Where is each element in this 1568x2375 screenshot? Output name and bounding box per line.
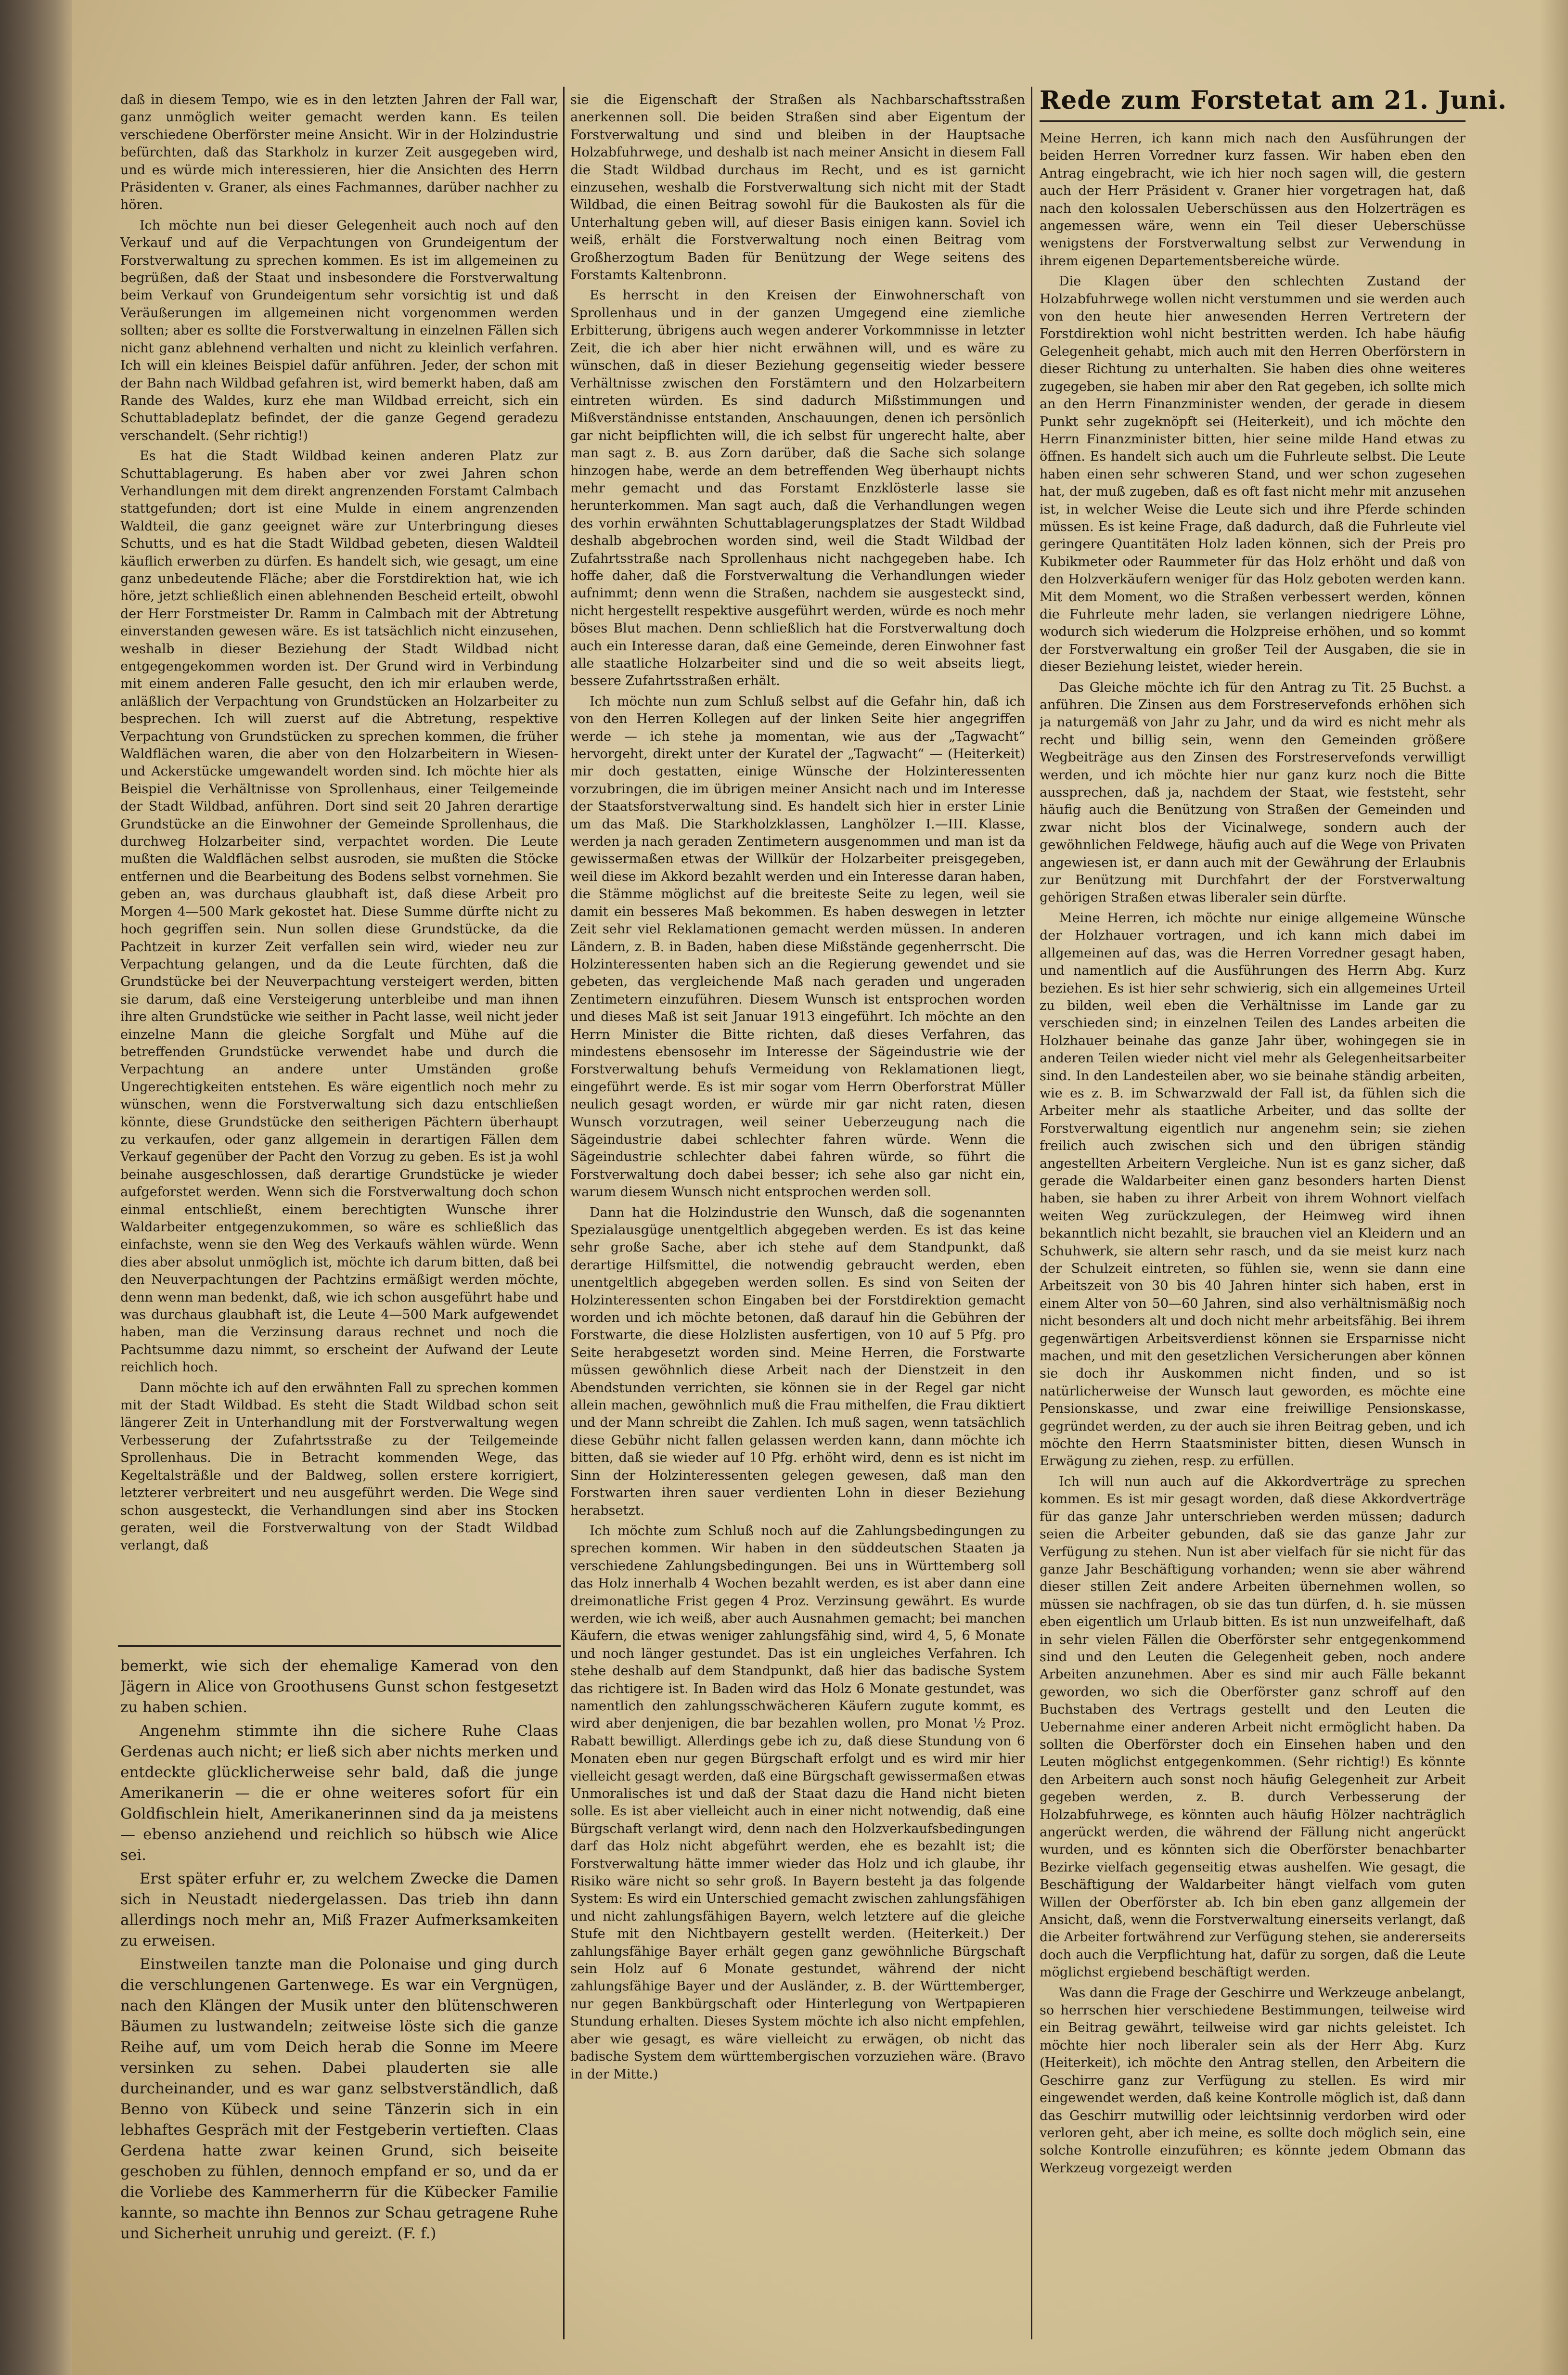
paragraph: Dann möchte ich auf den erwähnten Fall zu sprechen kommen mit der Stadt Wildbad. Es steht die Stadt Wildbad schon seit längerer Zeit in Unterhandlung mit der Forstverwaltung wegen Verbesserung der Zufahrtsstraße zu der Teilgemeinde Sprollenhaus. Die in Betracht kommenden Wege, das Kegeltalsträßle und der Baldweg, sollen erstere korrigiert, letzterer verbreitert und neu ausgeführt werden. Die Wege sind schon ausgesteckt, die Verhandlungen sind aber ins Stocken geraten, weil die Forstverwaltung von der Stadt Wildbad verlangt, daß [120,1380,558,1553]
headline-rule [1040,120,1465,122]
paragraph: Einstweilen tanzte man die Polonaise und ging durch die verschlungenen Gartenwege. Es war ein Vergnügen, nach den Klängen der Musik unter den blütenschweren Bäumen zu lustwandeln; zeitweise löste sich die ganze Reihe auf, um vom Deich herab die Sonne im Meere versinken zu sehen. Dabei plauderten sie alle durcheinander, und es war ganz selbstverständlich, daß Benno von Kübeck und seine Tänzerin sich in ein lebhaftes Gespräch mit der Festgeberin vertieften. Claas Gerdena hatte zwar keinen Grund, sich beiseite geschoben zu fühlen, dennoch empfand er so, und da er die Vorliebe des Kammerherrn für die Kübecker Familie kannte, so machte ihn Bennos zur Schau getragene Ruhe und Sicherheit unruhig und gereizt. (F. f.) [120,1956,558,2242]
paragraph: Ich will nun auch auf die Akkordverträge zu sprechen kommen. Es ist mir gesagt worden, daß diese Akkordverträge für das ganze Jahr unterschrieben werden müssen; dadurch seien die Arbeiter gebunden, daß sie das ganze Jahr zur Verfügung zu stehen. Nun ist aber vielfach für sie nicht für das ganze Jahr Beschäftigung vorhanden; wenn sie aber während dieser stillen Zeit andere Arbeiten übernehmen wollen, so müssen sie nachfragen, ob sie das tun dürfen, d. h. sie müssen eben eigentlich um Urlaub bitten. Es ist nun unzweifelhaft, daß in sehr vielen Fällen die Oberförster sehr entgegenkommend sind und den Leuten die Gelegenheit geben, noch andere Arbeiten anzunehmen. Aber es sind mir auch Fälle bekannt geworden, wo sich die Oberförster ganz schroff auf den Buchstaben des Vertrags gestellt und den Leuten die Uebernahme einer anderen Arbeit nicht ermöglicht haben. Da sollten die Oberförster doch ein Einsehen haben und den Leuten möglichst entgegenkommen. (Sehr richtig!) Es könnte den Arbeitern auch sonst noch häufig Gelegenheit zur Arbeit gegeben werden, z. B. durch Verbesserung der Holzabfuhrwege, es könnten auch häufig Hölzer nachträglich angerückt werden, die während der Fällung nicht angerückt wurden, und es könnten sich die Oberförster benachbarter Bezirke vielfach gegenseitig etwas aushelfen. Wie gesagt, die Beschäftigung der Waldarbeiter hängt vielfach vom guten Willen der Oberförster ab. Ich bin eben ganz allgemein der Ansicht, daß, wenn die Forstverwaltung einerseits verlangt, daß die Arbeiter fortwährend zur Verfügung stehen, sie andererseits doch auch die Verpflichtung hat, dafür zu sorgen, daß die Leute möglichst ergiebend beschäftigt werden. [1040,1474,1465,1980]
paragraph: Angenehm stimmte ihn die sichere Ruhe Claas Gerdenas auch nicht; er ließ sich aber nichts merken und entdeckte glücklicherweise sehr bald, daß die junge Amerikanerin — die er ohne weiteres sofort für ein Goldfischlein hielt, Amerikanerinnen sind da ja meistens — ebenso anziehend und reichlich so hübsch wie Alice sei. [120,1722,558,1864]
paragraph: Dann hat die Holzindustrie den Wunsch, daß die sogenannten Spezialausgüge unentgeltlich abgegeben werden. Es ist das keine sehr große Sache, aber ich stehe auf dem Standpunkt, daß derartige Hilfsmittel, die notwendig gebraucht werden, eben unentgeltlich abgegeben werden sollen. Es sind von Seiten der Holzinteressenten schon Eingaben bei der Forstdirektion gemacht worden und ich möchte betonen, daß darauf hin die Gebühren der Forstwarte, die diese Holzlisten ausfertigen, von 10 auf 5 Pfg. pro Seite herabgesetzt worden sind. Meine Herren, die Forstwarte müssen gewöhnlich diese Arbeit nach der Dienstzeit in den Abendstunden verrichten, sie können sie in der Regel gar nicht allein machen, gewöhnlich muß die Frau mithelfen, die Frau diktiert und der Mann schreibt die Zahlen. Ich muß sagen, wenn tatsächlich diese Gebühr nicht fallen gelassen werden kann, dann möchte ich bitten, daß sie wieder auf 10 Pfg. erhöht wird, denn es ist nicht im Sinn der Holzinteressenten gelegen gewesen, daß man den Forstwarten ihren sauer verdienten Lohn in dieser Beziehung herabsetzt. [570,1205,1025,1518]
paragraph: Es hat die Stadt Wildbad keinen anderen Platz zur Schuttablagerung. Es haben aber vor zwei Jahren schon Verhandlungen mit dem direkt angrenzenden Forstamt Calmbach stattgefunden; dort ist eine Mulde in einem angrenzenden Waldteil, die ganz geeignet wäre zur Unterbringung dieses Schutts, und es hat die Stadt Wildbad gebeten, diesen Waldteil käuflich erwerben zu dürfen. Es handelt sich, wie gesagt, um eine ganz unbedeutende Fläche; aber die Forstdirektion hat, wie ich höre, jetzt schließlich einen ablehnenden Bescheid erteilt, obwohl der Herr Forstmeister Dr. Ramm in Calmbach mit der Abtretung einverstanden gewesen wäre. Es ist tatsächlich nicht einzusehen, weshalb in dieser Beziehung der Stadt Wildbad nicht entgegengekommen worden ist. Der Grund wird in Verbindung mit einem anderen Falle gesucht, den ich mir erlauben werde, anläßlich der Verpachtung von Grundstücken an Holzarbeiter zu besprechen. Ich will zuerst auf die Abtretung, respektive Verpachtung von Grundstücken zu sprechen kommen, die früher Waldflächen waren, die aber von den Holzarbeitern in Wiesen- und Ackerstücke umgewandelt worden sind. Ich möchte hier als Beispiel die Verhältnisse von Sprollenhaus, einer Teilgemeinde der Stadt Wildbad, anführen. Dort sind seit 20 Jahren derartige Grundstücke an die Einwohner der Gemeinde Sprollenhaus, die durchweg Holzarbeiter sind, verpachtet worden. Die Leute mußten die Waldflächen selbst ausroden, sie mußten die Stöcke entfernen und die Bearbeitung des Bodens selbst vornehmen. Sie geben an, was durchaus glaubhaft ist, daß diese Arbeit pro Morgen 4—500 Mark gekostet hat. Diese Summe dürfte nicht zu hoch gegriffen sein. Nun sollen diese Grundstücke, da die Pachtzeit in kurzer Zeit verfallen sein wird, wieder neu zur Verpachtung gelangen, und da die Leute fürchten, daß die Grundstücke bei der Neuverpachtung versteigert werden, bitten sie darum, daß eine Versteigerung unterbleibe und man ihnen ihre alten Grundstücke wie seither in Pacht lasse, weil nicht jeder einzelne Mann die gleiche Sorgfalt und Mühe auf die betreffenden Grundstücke verwendet habe und durch die Verpachtung an andere unter Umständen große Ungerechtigkeiten entstehen. Es wäre eigentlich noch mehr zu wünschen, wenn die Forstverwaltung sich dazu entschließen könnte, diese Grundstücke den seitherigen Pächtern überhaupt zu verkaufen, oder ganz allgemein in derartigen Fällen dem Verkauf gegenüber der Pacht den Vorzug zu geben. Es ist ja wohl beinahe ausgeschlossen, daß derartige Grundstücke je wieder aufgeforstet werden. Wenn sich die Forstverwaltung doch schon einmal entschließt, einem berechtigten Wunsche ihrer Waldarbeiter entgegenzukommen, so wäre es schließlich das einfachste, wenn sie den Weg des Verkaufs wählen würde. Wenn dies aber absolut unmöglich ist, möchte ich darum bitten, daß bei den Neuverpachtungen der Pachtzins ermäßigt werden möchte, denn wenn man bedenkt, daß, wie ich schon ausgeführt habe und was durchaus glaubhaft ist, die Leute 4—500 Mark aufgewendet haben, man die Verzinsung daraus rechnet und noch die Pachtsumme dazu nimmt, so erscheint der Aufwand der Leute reichlich hoch. [120,449,558,1375]
page-edge-shadow [1539,0,1568,2375]
paragraph: Meine Herren, ich möchte nur einige allgemeine Wünsche der Holzhauer vortragen, und ich kann mich dabei im allgemeinen auf das, was die Herren Vorredner gesagt haben, und namentlich auf die Ausführungen des Herrn Abg. Kurz beziehen. Es ist hier sehr schwierig, sich ein allgemeines Urteil zu bilden, weil eben die Verhältnisse im Lande gar zu verschieden sind; in einzelnen Teilen des Landes arbeiten die Holzhauer beinahe das ganze Jahr über, wohingegen sie in anderen Teilen wieder nicht viel mehr als Gelegenheitsarbeiter sind. In den Landesteilen aber, wo sie beinahe ständig arbeiten, wie es z. B. im Schwarzwald der Fall ist, da fühlen sich die Arbeiter mehr als staatliche Arbeiter, und das sollte der Forstverwaltung eigentlich nur angenehm sein; sie ziehen freilich auch zwischen sich und den übrigen ständig angestellten Arbeitern Vergleiche. Nun ist es ganz sicher, daß gerade die Waldarbeiter einen ganz besonders harten Dienst haben, sie haben zu ihrer Arbeit von ihrem Wohnort vielfach weiten Weg zurückzulegen, der Heimweg wird ihnen bekanntlich nicht bezahlt, sie brauchen viel an Kleidern und an Schuhwerk, sie altern sehr rasch, und da sie meist kurz nach der Schulzeit eintreten, so fühlen sie, wenn sie dann eine Arbeitszeit von 30 bis 40 Jahren hinter sich haben, erst in einem Alter von 50—60 Jahren, sind also verhältnismäßig noch nicht besonders alt und doch nicht mehr arbeitsfähig. Bei ihrem gegenwärtigen Arbeitsverdienst können sie Ersparnisse nicht machen, und mit den gesetzlichen Versicherungen aber können sie doch ihr Auskommen nicht finden, und so ist natürlicherweise der Wunsch laut geworden, es möchte eine Pensionskasse, und zwar eine freiwillige Pensionskasse, gegründet werden, zu der auch sie ihren Beitrag geben, und ich möchte den Herrn Staatsminister bitten, diesen Wunsch in Erwägung zu ziehen, resp. zu erfüllen. [1040,910,1465,1469]
paragraph: Ich möchte nun bei dieser Gelegenheit auch noch auf den Verkauf und auf die Verpachtungen von Grundeigentum der Forstverwaltung zu sprechen kommen. Es ist im allgemeinen zu begrüßen, daß der Staat und insbesondere die Forstverwaltung beim Verkauf von Grundeigentum sehr vorsichtig ist und daß Veräußerungen im allgemeinen nicht vorgenommen werden sollten; aber es sollte die Forstverwaltung in einzelnen Fällen sich nicht ganz ablehnend verhalten und nicht zu kleinlich verfahren. Ich will ein kleines Beispiel dafür anführen. Jeder, der schon mit der Bahn nach Wildbad gefahren ist, wird bemerkt haben, daß am Rande des Waldes, kurz ehe man Wildbad erreicht, sich ein Schuttabladeplatz befindet, der die ganze Gegend geradezu verschandelt. (Sehr richtig!) [120,218,558,443]
column-rule-1 [563,87,565,2339]
paragraph: Ich möchte nun zum Schluß selbst auf die Gefahr hin, daß ich von den Herren Kollegen auf der linken Seite hier angegriffen werde — ich stehe ja momentan, wie aus der „Tagwacht“ hervorgeht, direkt unter der Kuratel der „Tagwacht“ — (Heiterkeit) mir doch gestatten, einige Wünsche der Holzinteressenten vorzubringen, die im übrigen meiner Ansicht nach und im Interesse der Staatsforstverwaltung sind. Es handelt sich hier in erster Linie um das Maß. Die Starkholzklassen, Langhölzer I.—III. Klasse, werden ja nach geraden Zentimetern ausgenommen und man ist da gewissermaßen etwas der Willkür der Holzarbeiter preisgegeben, weil diese im Akkord bezahlt werden und ein Interesse daran haben, die Stämme möglichst auf die breiteste Seite zu legen, weil sie damit ein besseres Maß bekommen. Es haben deswegen in letzter Zeit sehr viel Reklamationen gemacht werden müssen. In anderen Ländern, z. B. in Baden, haben diese Mißstände gegenherrscht. Die Holzinteressenten haben sich an die Regierung gewendet und sie gebeten, das vergleichende Maß nach geraden und ungeraden Zentimetern einzuführen. Diesem Wunsch ist entsprochen worden und dieses Maß ist seit Januar 1913 eingeführt. Ich möchte an den Herrn Minister die Bitte richten, daß dieses Verfahren, das mindestens ebensosehr im Interesse der Sägeindustrie wie der Forstverwaltung behufs Vermeidung von Reklamationen liegt, eingeführt werde. Es ist mir sogar vom Herrn Oberforstrat Müller neulich gesagt worden, er würde mir gar nicht raten, diesen Wunsch vorzutragen, weil seiner Ueberzeugung nach die Sägeindustrie dabei schlechter fahren würde. Wenn die Sägeindustrie schlechter dabei fahren würde, so führt die Forstverwaltung doch dabei besser; ich sehe also gar nicht ein, warum diesem Wunsch nicht entsprochen werden soll. [570,694,1025,1200]
book-binding [0,0,72,2375]
column-3 [1040,130,1465,2349]
feuilleton-rule [118,1645,561,1647]
paragraph: daß in diesem Tempo, wie es in den letzten Jahren der Fall war, ganz unmöglich weiter gemacht werden kann. Es teilen verschiedene Oberförster meine Ansicht. Wir in der Holzindustrie befürchten, daß das Starkholz in kurzer Zeit ausgegeben wird, und es würde mich interessieren, hier die Ansichten des Herrn Präsidenten v. Graner, als eines Fachmannes, darüber nachher zu hören. [120,92,558,213]
paragraph: Erst später erfuhr er, zu welchem Zwecke die Damen sich in Neustadt niedergelassen. Das trieb ihn dann allerdings noch mehr an, Miß Frazer Aufmerksamkeiten zu erweisen. [120,1870,558,1949]
column-rule-2 [1031,87,1032,2339]
paragraph: Die Klagen über den schlechten Zustand der Holzabfuhrwege wollen nicht verstummen und sie werden auch von den heute hier anwesenden Herren Vertretern der Forstdirektion wohl nicht bestritten werden. Ich habe häufig Gelegenheit gehabt, mich auch mit den Herren Oberförstern in dieser Richtung zu unterhalten. Sie haben dies ohne weiteres zugegeben, sie haben mir aber den Rat gegeben, ich sollte mich an den Herrn Finanzminister wenden, der gerade in diesem Punkt sehr zugeknöpft sei (Heiterkeit), und ich möchte den Herrn Finanzminister bitten, hier seine milde Hand etwas zu öffnen. Es handelt sich auch um die Fuhrleute selbst. Die Leute haben einen sehr schweren Stand, und wer schon zugesehen hat, der muß zugeben, daß es oft fast nicht mehr mit anzusehen ist, in welcher Weise die Leute sich und ihre Pferde schinden müssen. Es ist keine Frage, daß dadurch, daß die Fuhrleute viel geringere Quantitäten Holz laden können, sich der Preis pro Kubikmeter oder Raummeter für das Holz erhöht und daß von den Holzverkäufern weniger für das Holz geboten werden kann. Mit dem Moment, wo die Straßen verbessert werden, können die Fuhrleute mehr laden, sie verlangen niedrigere Löhne, wodurch sich wiederum die Holzpreise erhöhen, und so kommt der Forstverwaltung ein großer Teil der Ausgaben, die sie in dieser Beziehung leistet, wieder herein. [1040,274,1465,675]
feuilleton-column [120,1656,558,2359]
paragraph: Ich möchte zum Schluß noch auf die Zahlungsbedingungen zu sprechen kommen. Wir haben in den süddeutschen Staaten ja verschiedene Zahlungsbedingungen. Bei uns in Württemberg soll das Holz innerhalb 4 Wochen bezahlt werden, es ist aber dann eine dreimonatliche Frist gegen 4 Proz. Verzinsung gewährt. Es wurde werden, wie ich weiß, aber auch Ausnahmen gemacht; bei manchen Käufern, die etwas weniger zahlungsfähig sind, wird 4, 5, 6 Monate und noch länger gestundet. Das ist ein ungleiches Verfahren. Ich stehe deshalb auf dem Standpunkt, daß hier das badische System das richtigere ist. In Baden wird das Holz 6 Monate gestundet, was namentlich den zahlungsschwächeren Käufern zugute kommt, es wird aber denjenigen, die bar bezahlen wollen, pro Monat ½ Proz. Rabatt bewilligt. Allerdings gebe ich zu, daß diese Stundung von 6 Monaten eben nur gegen Bürgschaft erfolgt und es wird mir hier vielleicht gesagt werden, daß eine Bürgschaft gewissermaßen etwas Unmoralisches ist und daß der Staat dazu die Hand nicht bieten solle. Es ist aber vielleicht auch in einer nicht notwendig, daß eine Bürgschaft verlangt wird, denn nach den Holzverkaufsbedingungen darf das Holz nicht abgeführt werden, ehe es bezahlt ist; die Forstverwaltung hätte immer wieder das Holz und ich glaube, ihr Risiko wäre nicht so sehr groß. In Bayern besteht ja das folgende System: Es wird ein Unterschied gemacht zwischen zahlungsfähigen und nicht zahlungsfähigen Bayern, welch letztere auf die gleiche Stufe mit den Nichtbayern gestellt werden. (Heiterkeit.) Der zahlungsfähige Bayer erhält gegen ganz gewöhnliche Bürgschaft sein Holz auf 6 Monate gestundet, während der nicht zahlungsfähige Bayer und der Ausländer, z. B. der Württemberger, nur gegen Bankbürgschaft oder Hinterlegung von Wertpapieren Stundung erhalten. Dieses System möchte ich also nicht empfehlen, aber wie gesagt, es wäre vielleicht zu erwägen, ob nicht das badische System dem württembergischen vorzuziehen wäre. (Bravo in der Mitte.) [570,1523,1025,2082]
paragraph: Meine Herren, ich kann mich nach den Ausführungen der beiden Herren Vorredner kurz fassen. Wir haben eben den Antrag eingebracht, wie ich hier noch sagen will, die gestern auch der Herr Präsident v. Graner hier vorgetragen hat, daß nach den kolossalen Ueberschüssen aus den Holzerträgen es angemessen wäre, wenn ein Teil dieser Ueberschüsse wenigstens der Forstverwaltung selbst zur Verwendung in ihrem eigenen Departementsbereiche würde. [1040,131,1465,269]
paragraph: sie die Eigenschaft der Straßen als Nachbarschaftsstraßen anerkennen soll. Die beiden Straßen sind aber Eigentum der Forstverwaltung und sind und bleiben in der Hauptsache Holzabfuhrwege, und deshalb ist nach meiner Ansicht in diesem Fall die Stadt Wildbad durchaus im Recht, und es ist garnicht einzusehen, weshalb die Forstverwaltung sich nicht mit der Stadt Wildbad, die einen Beitrag sowohl für die Baukosten als für die Unterhaltung geben will, auf dieser Basis einigen kann. Soviel ich weiß, erhält die Forstverwaltung noch einen Beitrag vom Großherzogtum Baden für Benützung der Wege seitens des Forstamts Kaltenbronn. [570,92,1025,283]
column-1 [120,91,558,1637]
paragraph: Es herrscht in den Kreisen der Einwohnerschaft von Sprollenhaus und in der ganzen Umgegend eine ziemliche Erbitterung, übrigens auch wegen anderer Vorkommnisse in letzter Zeit, die ich aber hier nicht erwähnen will, und es wäre zu wünschen, daß in dieser Beziehung gegenseitig wieder bessere Verhältnisse zwischen den Forstämtern und den Holzarbeitern eintreten würden. Es sind dadurch Mißstimmungen und Mißverständnisse entstanden, Anschauungen, denen ich persönlich gar nicht beipflichten will, die ich selbst für ungerecht halte, aber man sagt z. B. aus Zorn darüber, daß die Sache sich solange hinzogen habe, werde an dem betreffenden Weg überhaupt nichts mehr gemacht und das Forstamt Enzklösterle lasse sie herunterkommen. Man sagt auch, daß die Verhandlungen wegen des vorhin erwähnten Schuttablagerungsplatzes der Stadt Wildbad deshalb abgebrochen worden sind, weil die Stadt Wildbad der Zufahrtsstraße nach Sprollenhaus nicht nachgegeben habe. Ich hoffe daher, daß die Forstverwaltung die Verhandlungen wieder aufnimmt; denn wenn die Straßen, nachdem sie ausgesteckt sind, nicht hergestellt respektive ausgeführt werden, würde es noch mehr böses Blut machen. Denn schließlich hat die Forstverwaltung doch auch ein Interesse daran, daß eine Gemeinde, deren Einwohner fast alle staatliche Holzarbeiter sind und die so weit abseits liegt, bessere Zufahrtsstraßen erhält. [570,288,1025,689]
paragraph: Das Gleiche möchte ich für den Antrag zu Tit. 25 Buchst. a anführen. Die Zinsen aus dem Forstreservefonds erhöhen sich ja naturgemäß von Jahr zu Jahr, und da wird es nicht mehr als recht und billig sein, wenn den Gemeinden größere Wegbeiträge aus den Zinsen des Forstreservefonds verwilligt werden, und ich möchte hier nur ganz kurz noch die Bitte aussprechen, daß ja, nachdem der Staat, wie feststeht, sehr häufig auch die Benützung von Straßen der Gemeinden und zwar nicht blos der Vicinalwege, sondern auch der gewöhnlichen Feldwege, häufig auch auf die Wege von Privaten angewiesen ist, er dann auch mit der Gewährung der Erlaubnis zur Benützung mit Durchfahrt der der Forstverwaltung gehörigen Straßen etwas liberaler sein dürfte. [1040,680,1465,905]
paragraph: bemerkt, wie sich der ehemalige Kamerad von den Jägern in Alice von Groothusens Gunst schon festgesetzt zu haben schien. [120,1657,558,1716]
paragraph: Was dann die Frage der Geschirre und Werkzeuge anbelangt, so herrschen hier verschiedene Bestimmungen, teilweise wird ein Beitrag gewährt, teilweise wird gar nichts geleistet. Ich möchte hier noch liberaler sein als der Herr Abg. Kurz (Heiterkeit), ich möchte den Antrag stellen, den Arbeitern die Geschirre ganz zur Verfügung zu stellen. Es wird mir eingewendet werden, daß keine Kontrolle möglich ist, daß dann das Geschirr mutwillig oder leichtsinnig verdorben wird oder verloren geht, aber ich meine, es sollte doch möglich sein, eine solche Kontrolle einzuführen; es könnte jedem Obmann das Werkzeug vorgezeigt werden [1040,1985,1465,2176]
column-2 [570,91,1025,2335]
article-headline: Rede zum Forstetat am 21. Juni. [1040,86,1507,115]
